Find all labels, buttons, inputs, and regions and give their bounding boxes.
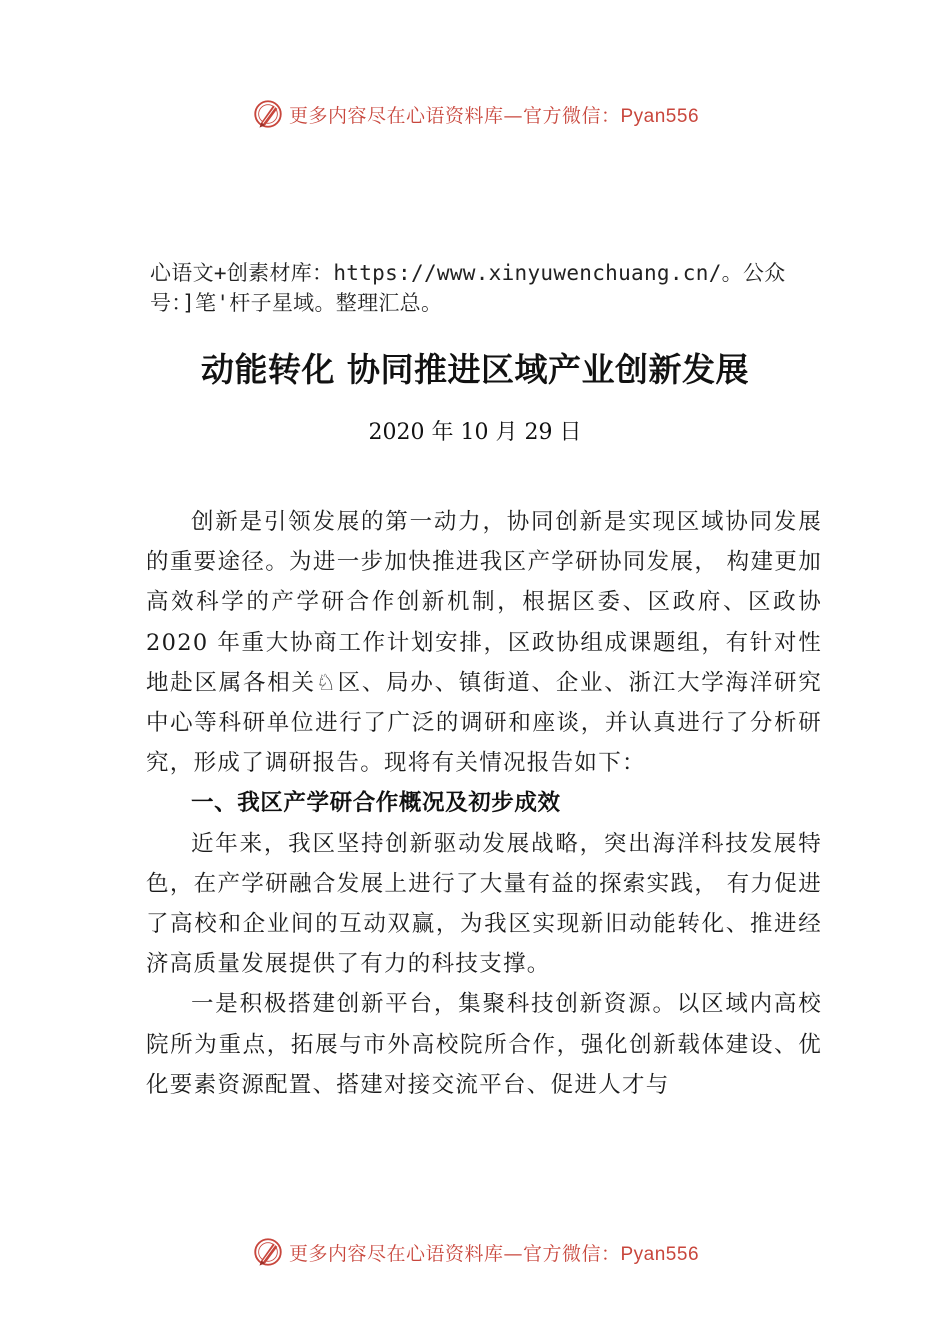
- section-heading: 一、我区产学研合作概况及初步成效: [191, 790, 561, 817]
- pen-nib-logo-icon: [251, 97, 285, 131]
- banner-text: [289, 101, 699, 128]
- banner-text: [289, 1239, 699, 1266]
- document-title: 动能转化 协同推进区域产业创新发展: [201, 350, 749, 389]
- footer-banner: [0, 1232, 950, 1272]
- banner-wechat-id: Pyan556: [620, 105, 700, 127]
- banner-text-cn: 更多内容尽在心语资料库—官方微信：: [288, 104, 621, 127]
- body-paragraph-overview: 近年来，我区坚持创新驱动发展战略，突出海洋科技发展特色，在产学研融合发展上进行了大量有益的探索实践， 有力促进了高校和企业间的互动双赢，为我区实现新旧动能转化、推进经济高质量发展提供了有力的科技支撑。: [146, 830, 822, 978]
- header-banner: [0, 94, 950, 134]
- document-body: [146, 502, 822, 1105]
- source-note: 心语文+创素材库：https://www.xinyuwenchuang.cn/。公众号：]笔'杆子星域。整理汇总。: [150, 261, 786, 315]
- document-date: 2020 年 10 月 29 日: [368, 420, 582, 445]
- banner-wechat-id: Pyan556: [620, 1243, 700, 1265]
- pen-nib-logo-icon: [251, 1235, 285, 1269]
- body-paragraph-intro: 创新是引领发展的第一动力，协同创新是实现区域协同发展的重要途径。为进一步加快推进我区产学研协同发展， 构建更加高效科学的产学研合作创新机制，根据区委、区政府、区政协 2020 年重大协商工作计划安排，区政协组成课题组，有针对性地赴区属各相关♘区、局办、镇街道、企业、浙江大学海洋研究中心等科研单位进行了广泛的调研和座谈，并认真进行了分析研究，形成了调研报告。现将有关情况报告如下：: [146, 509, 822, 777]
- body-paragraph-platform: 一是积极搭建创新平台，集聚科技创新资源。以区域内高校院所为重点，拓展与市外高校院所合作，强化创新载体建设、优化要素资源配置、搭建对接交流平台、促进人才与: [146, 991, 822, 1098]
- banner-text-cn: 更多内容尽在心语资料库—官方微信：: [288, 1242, 621, 1265]
